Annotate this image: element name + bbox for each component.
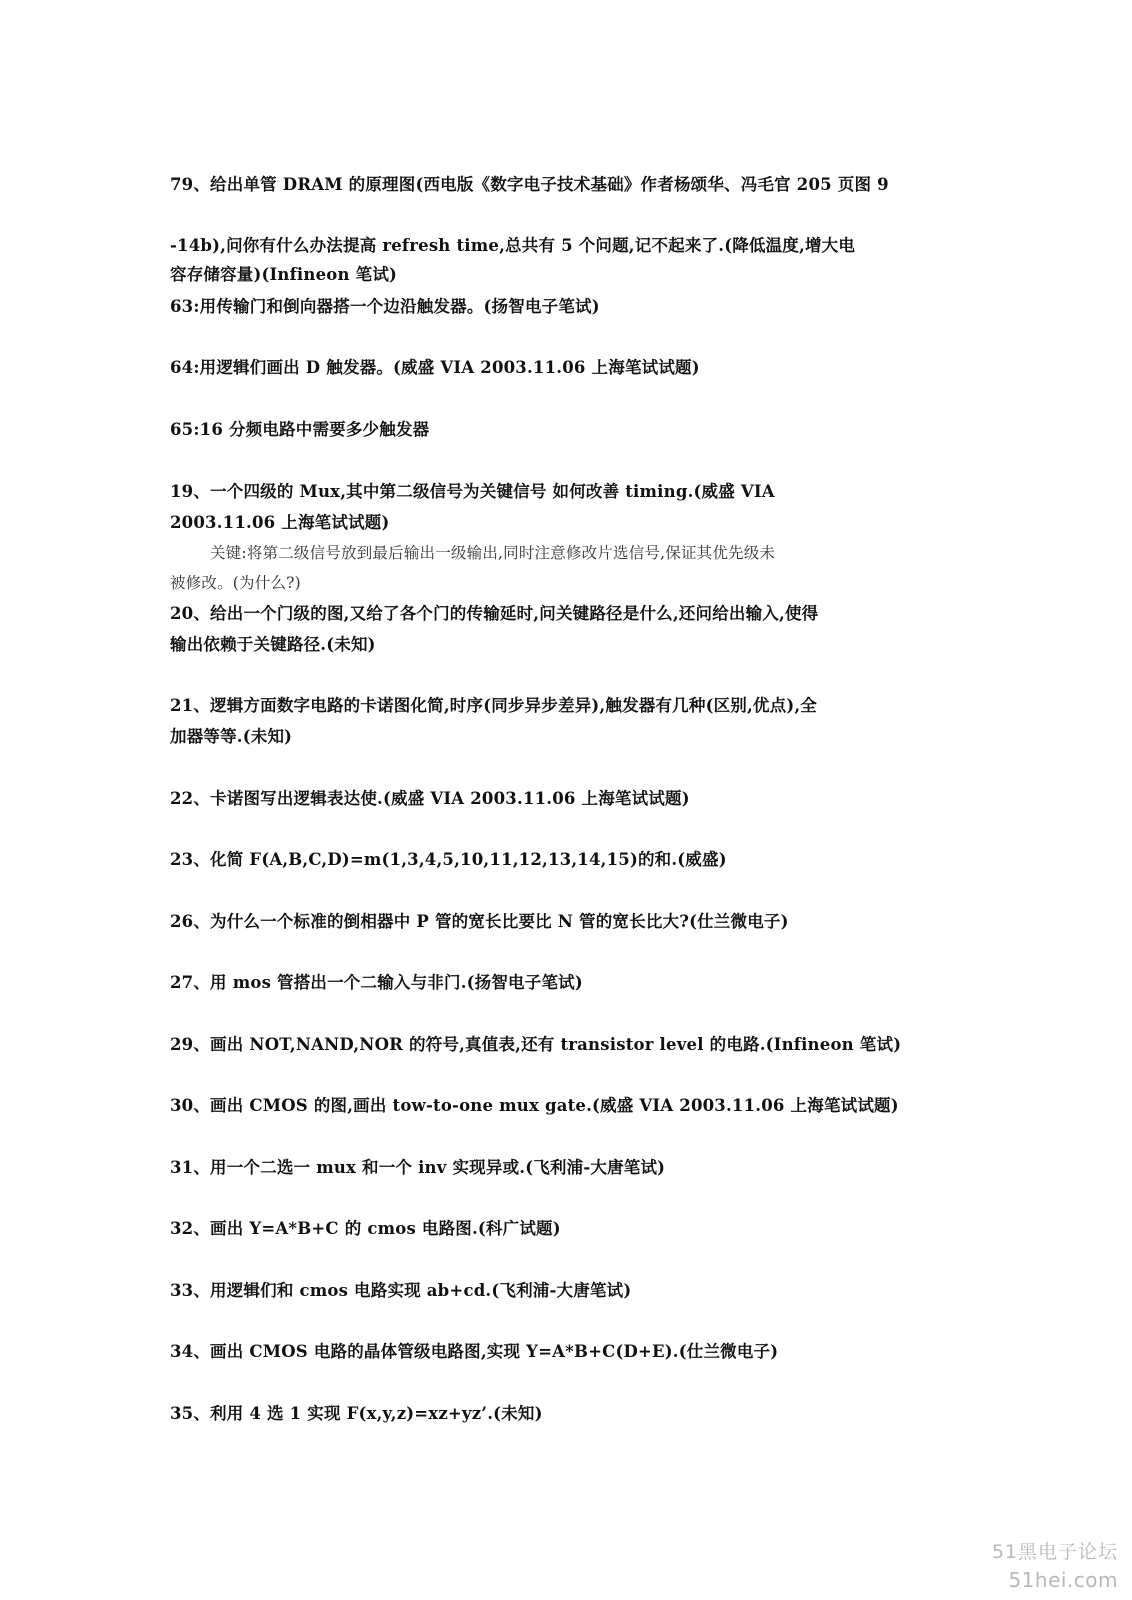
q20-line-2: 输出依赖于关键路径.(未知) [170,635,376,654]
q79-line-3: 容存储容量)(Infineon 笔试) [170,265,398,284]
q19-line-2: 2003.11.06 上海笔试试题) [170,513,390,532]
watermark-url: 51hei.com [1008,1568,1118,1592]
q32-line: 32、画出 Y=A*B+C 的 cmos 电路图.(科广试题) [170,1219,561,1238]
q64-line: 64:用逻辑们画出 D 触发器。(威盛 VIA 2003.11.06 上海笔试试题) [170,358,700,377]
q19-answer-line-2: 被修改。(为什么?) [170,574,301,592]
q22-line: 22、卡诺图写出逻辑表达使.(威盛 VIA 2003.11.06 上海笔试试题) [170,789,690,808]
q19-line-1: 19、一个四级的 Mux,其中第二级信号为关键信号 如何改善 timing.(威盛 VIA [170,482,775,501]
q63-line: 63:用传输门和倒向器搭一个边沿触发器。(扬智电子笔试) [170,297,600,316]
q79-line-1: 79、给出单管 DRAM 的原理图(西电版《数字电子技术基础》作者杨颂华、冯毛官 205 页图 9 [170,175,889,194]
q34-line: 34、画出 CMOS 电路的晶体管级电路图,实现 Y=A*B+C(D+E).(仕兰微电子) [170,1342,779,1361]
q65-line: 65:16 分频电路中需要多少触发器 [170,420,430,439]
q21-line-1: 21、逻辑方面数字电路的卡诺图化简,时序(同步异步差异),触发器有几种(区别,优点),全 [170,696,817,715]
site-watermark [992,1538,1118,1594]
q26-line: 26、为什么一个标准的倒相器中 P 管的宽长比要比 N 管的宽长比大?(仕兰微电子) [170,912,789,931]
q20-line-1: 20、给出一个门级的图,又给了各个门的传输延时,问关键路径是什么,还问给出输入,使得 [170,604,819,623]
q31-line: 31、用一个二选一 mux 和一个 inv 实现异或.(飞利浦-大唐笔试) [170,1158,666,1177]
q79-line-2: -14b),问你有什么办法提高 refresh time,总共有 5 个问题,记不起来了.(降低温度,增大电 [170,236,856,255]
watermark-title: 51黑电子论坛 [991,1541,1118,1563]
q33-line: 33、用逻辑们和 cmos 电路实现 ab+cd.(飞利浦-大唐笔试) [170,1281,632,1300]
q27-line: 27、用 mos 管搭出一个二输入与非门.(扬智电子笔试) [170,973,583,992]
q30-line: 30、画出 CMOS 的图,画出 tow-to-one mux gate.(威盛 VIA 2003.11.06 上海笔试试题) [170,1096,899,1115]
q19-answer-line-1: 关键:将第二级信号放到最后输出一级输出,同时注意修改片选信号,保证其优先级未 [210,544,776,562]
q29-line: 29、画出 NOT,NAND,NOR 的符号,真值表,还有 transistor level 的电路.(Infineon 笔试) [170,1035,902,1054]
q35-line: 35、利用 4 选 1 实现 F(x,y,z)=xz+yz’.(未知) [170,1404,543,1423]
q23-line: 23、化简 F(A,B,C,D)=m(1,3,4,5,10,11,12,13,14,15)的和.(威盛) [170,850,727,869]
q21-line-2: 加器等等.(未知) [170,727,293,746]
